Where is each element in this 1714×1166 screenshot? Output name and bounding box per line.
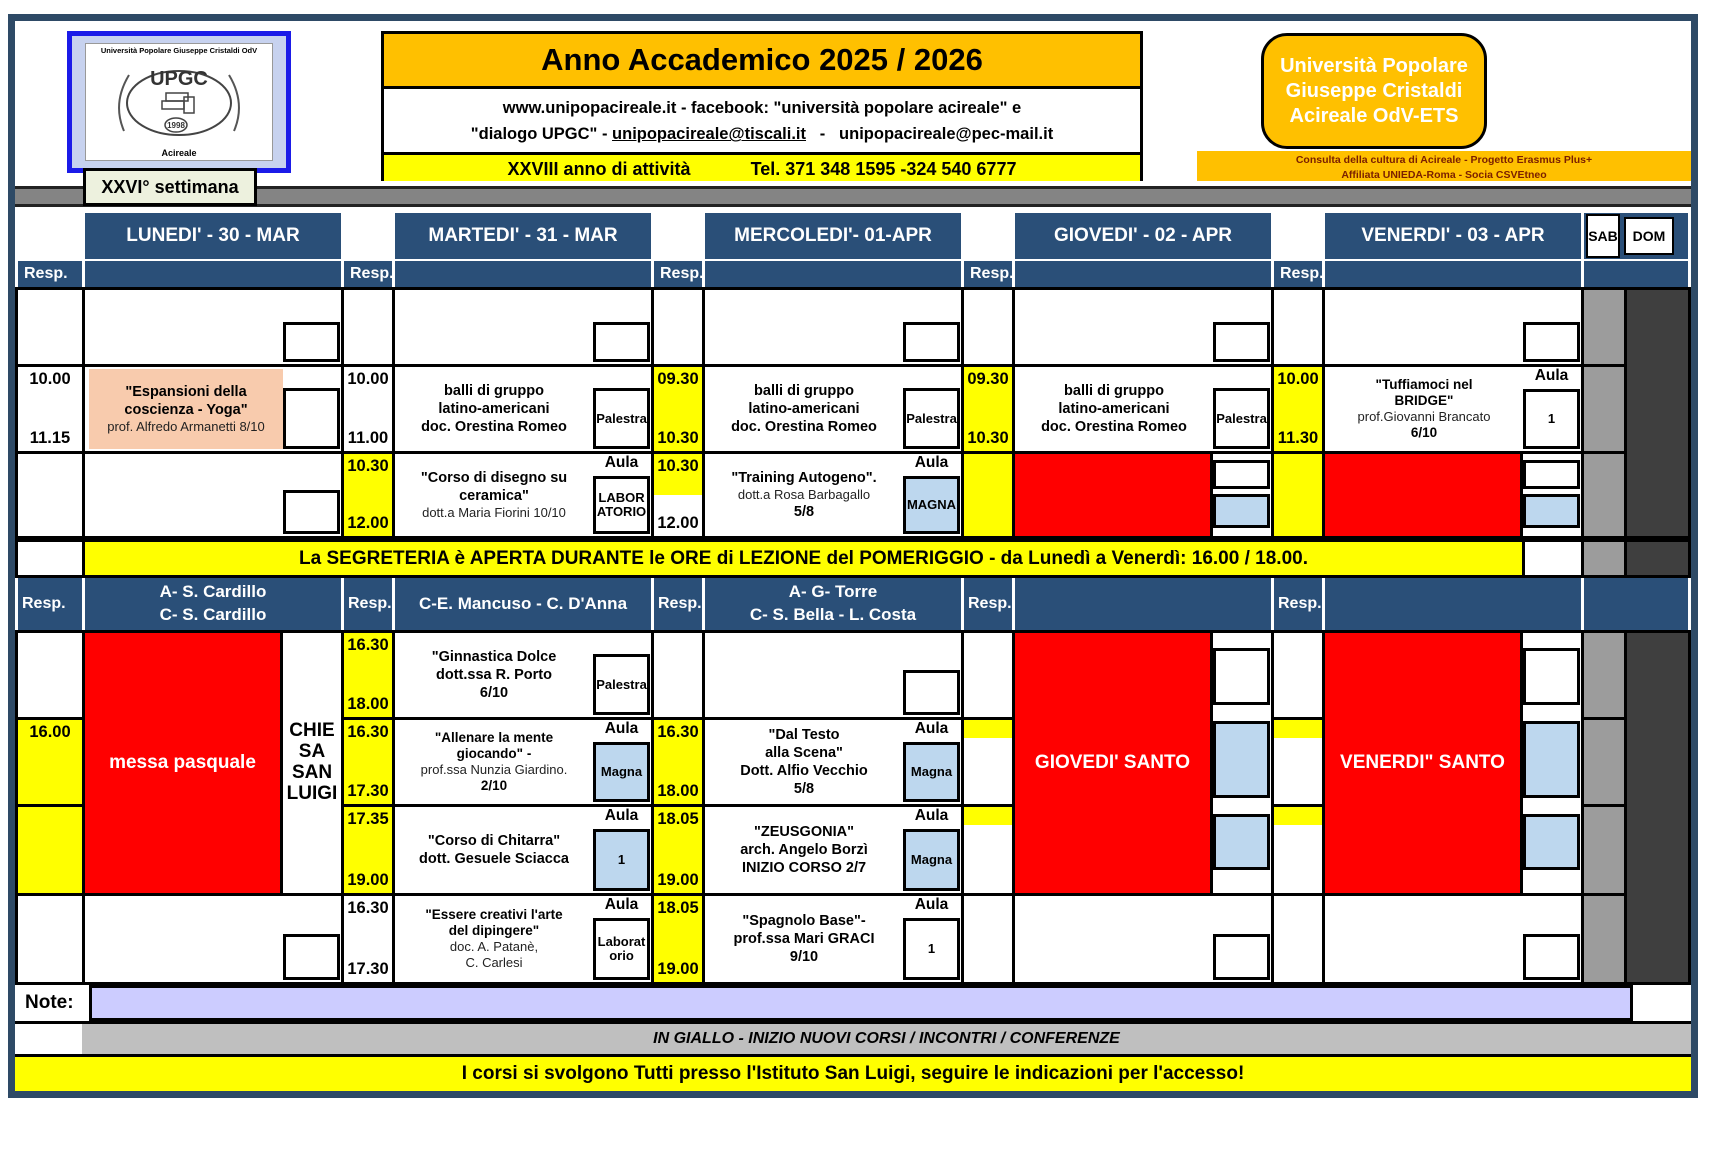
empty-room-box xyxy=(1523,648,1580,705)
mon-morning-time: 10.00 11.15 xyxy=(18,367,82,451)
fri-morning-holiday-cell xyxy=(1325,454,1581,536)
resp-label: Resp. xyxy=(18,578,82,630)
room-palestra: Palestra xyxy=(593,654,650,715)
wed-afternoon-daltesto-cell: "Dal Testo alla Scena" Dott. Alfio Vecchio 5/8 Aula Magna xyxy=(705,720,961,804)
org-line3: Acireale OdV-ETS xyxy=(1289,104,1459,127)
resp-blank xyxy=(1015,578,1271,630)
resp-names-tuesday xyxy=(395,578,651,630)
schedule-inner xyxy=(15,21,1691,1091)
note-label: Note: xyxy=(25,992,74,1013)
empty-room-box xyxy=(1523,322,1580,362)
messa-pasquale-label: messa pasquale xyxy=(85,633,283,893)
day-header-saturday: SAB xyxy=(1586,214,1620,258)
location-bar: I corsi si svolgono Tutti presso l'Istituto San Luigi, seguire le indicazioni per l'accesso! xyxy=(15,1057,1691,1091)
room-laboratorio: Laboratorio xyxy=(593,918,650,980)
wed-aftA-time xyxy=(654,633,702,717)
wed-early-cell xyxy=(705,290,961,364)
empty-room-box xyxy=(1213,648,1270,705)
affiliation-line2: Affiliata UNIEDA-Roma - Socia CSVEtneo xyxy=(1341,169,1547,182)
activity-bar xyxy=(384,152,1140,185)
morning-grid xyxy=(15,287,1691,539)
empty-room-box xyxy=(1523,934,1580,980)
wed-afternoon-zeusgonia-cell: "ZEUSGONIA" arch. Angelo Borzì INIZIO CORSO 2/7 Aula Magna xyxy=(705,807,961,893)
mon-morning2-cell xyxy=(85,454,341,536)
aula-label: Aula xyxy=(914,454,949,471)
day-header-spacer xyxy=(1274,213,1322,259)
mon-morning2-time xyxy=(18,454,82,536)
tue-aftA-time: 16.30 18.00 xyxy=(344,633,392,717)
thu-aftB-time xyxy=(964,720,1012,804)
day-header-spacer xyxy=(18,213,82,259)
wed-resp-early xyxy=(654,290,702,364)
aula-label: Aula xyxy=(604,896,639,913)
sat-column-cell xyxy=(1584,896,1624,982)
day-header-spacer xyxy=(344,213,392,259)
thu-morning2-time xyxy=(964,454,1012,536)
resp-wed-line2: C- S. Bella - L. Costa xyxy=(749,605,917,624)
resp-blank xyxy=(1325,261,1581,287)
resp-mon-line2: C- S. Cardillo xyxy=(159,605,267,624)
week-band xyxy=(15,176,1691,209)
tue-afternoon-chitarra-cell: "Corso di Chitarra" dott. Gesuele Sciacca Aula 1 xyxy=(395,807,651,893)
thu-morning-balli-cell: balli di gruppo latino-americani doc. Orestina Romeo Palestra xyxy=(1015,367,1271,451)
fri-morning-bridge-cell: "Tuffiamoci nel BRIDGE" prof.Giovanni Brancato 6/10 Aula 1 xyxy=(1325,367,1581,451)
sat-column-cell xyxy=(1584,720,1624,804)
empty-room-box-blue xyxy=(1213,494,1270,528)
room-aula-1: 1 xyxy=(1523,389,1580,449)
fri-morning1-time: 10.00 11.30 xyxy=(1274,367,1322,451)
svg-text:UPGC: UPGC xyxy=(150,67,208,90)
header xyxy=(15,21,1691,181)
email-separator: - xyxy=(819,125,826,144)
header-contacts xyxy=(384,89,1140,152)
empty-room-box-blue xyxy=(1523,721,1580,798)
legend-bar: IN GIALLO - INIZIO NUOVI CORSI / INCONTRI / CONFERENZE xyxy=(82,1024,1691,1054)
tue-afternoon-allenare-cell: "Allenare la mente giocando" - prof.ssa Nunzia Giardino. 2/10 Aula Magna xyxy=(395,720,651,804)
resp-label: Resp. xyxy=(964,261,1012,287)
segreteria-row xyxy=(15,539,1691,578)
room-magna: Magna xyxy=(903,829,960,891)
day-header-spacer xyxy=(654,213,702,259)
tue-early-cell xyxy=(395,290,651,364)
empty-room-box xyxy=(1523,460,1580,489)
resp-band-morning xyxy=(15,261,1691,287)
weekend-header xyxy=(1584,213,1688,259)
note-row xyxy=(15,985,1691,1021)
logo-emblem xyxy=(104,63,254,141)
wed-aftD-time: 18.05 19.00 xyxy=(654,896,702,982)
resp-blank xyxy=(705,261,961,287)
day-header-monday: LUNEDI' - 30 - MAR xyxy=(85,213,341,259)
empty-room-box-blue xyxy=(1213,814,1270,871)
aula-label: Aula xyxy=(914,896,949,913)
empty-room-box xyxy=(903,670,960,715)
logo-city: Acireale xyxy=(161,148,197,158)
tue-resp-early xyxy=(344,290,392,364)
sun-column-cell xyxy=(1627,290,1688,536)
fri-early-cell xyxy=(1325,290,1581,364)
room-aula-1: 1 xyxy=(903,918,960,980)
tue-aftB-time: 16.30 17.30 xyxy=(344,720,392,804)
day-header-spacer xyxy=(964,213,1012,259)
thu-aftA-time xyxy=(964,633,1012,717)
chiesa-san-luigi-label: CHIESA SAN LUIGI xyxy=(286,720,338,804)
empty-room-box xyxy=(283,322,340,362)
sat-column-cell xyxy=(1584,633,1624,717)
wed-morning2-time: 10.30 12.00 xyxy=(654,454,702,536)
room-aula-1: 1 xyxy=(593,829,650,891)
upgc-logo-inner xyxy=(85,43,273,161)
resp-blank xyxy=(85,261,341,287)
segreteria-right-blank xyxy=(1522,542,1581,575)
mon-aft-timeA xyxy=(18,633,82,717)
day-header-row xyxy=(15,209,1691,261)
day-header-tuesday: MARTEDI' - 31 - MAR xyxy=(395,213,651,259)
mon-time-early xyxy=(18,290,82,364)
empty-room-box xyxy=(283,388,340,449)
venerdi-santo-label: VENERDI" SANTO xyxy=(1325,633,1523,893)
resp-blank xyxy=(1015,261,1271,287)
aula-label: Aula xyxy=(914,807,949,824)
upgc-logo xyxy=(67,31,291,173)
wed-morning-training-cell: "Training Autogeno". dott.a Rosa Barbagallo 5/8 Aula MAGNA xyxy=(705,454,961,536)
room-palestra: Palestra xyxy=(1213,388,1270,449)
sat-column-cell xyxy=(1584,290,1624,364)
fri-aftB-time xyxy=(1274,720,1322,804)
fri-morning2-time xyxy=(1274,454,1322,536)
mon-aftB-time: 16.00 xyxy=(18,720,82,804)
logo-title: Università Popolare Giuseppe Cristaldi OdV xyxy=(100,46,258,55)
logo-year-svg: 1998 xyxy=(167,120,185,130)
sun-column-cell xyxy=(1627,633,1688,982)
resp-wed-line1: A- G- Torre xyxy=(788,582,878,602)
activity-year-label: XXVIII anno di attività xyxy=(507,159,691,180)
fri-aftC-time xyxy=(1274,807,1322,893)
web-facebook-line: www.unipopacireale.it - facebook: "università popolare acireale" e xyxy=(502,99,1022,117)
empty-room-box xyxy=(1213,934,1270,980)
schedule-frame xyxy=(8,14,1698,1098)
mon-aftD-empty-cell xyxy=(85,896,341,982)
fri-aftD-time xyxy=(1274,896,1322,982)
tue-morning-ceramica-cell: "Corso di disegno su ceramica" dott.a Maria Fiorini 10/10 Aula LABORATORIO xyxy=(395,454,651,536)
note-field[interactable] xyxy=(89,985,1633,1021)
room-magna: MAGNA xyxy=(903,476,960,534)
empty-room-box xyxy=(1213,322,1270,362)
wed-afternoon-spagnolo-cell: "Spagnolo Base"- prof.ssa Mari GRACI 9/10 Aula 1 xyxy=(705,896,961,982)
wed-aftA-empty-cell xyxy=(705,633,961,717)
day-header-sunday: DOM xyxy=(1624,217,1674,255)
resp-names-wednesday xyxy=(705,578,961,630)
empty-room-box xyxy=(283,934,340,980)
org-badge xyxy=(1261,33,1487,149)
fri-afternoon-holiday-cell xyxy=(1325,633,1581,893)
aula-label: Aula xyxy=(604,454,639,471)
thu-aftD-empty-cell xyxy=(1015,896,1271,982)
resp-blank xyxy=(395,261,651,287)
affiliation-line1: Consulta della cultura di Acireale - Progetto Erasmus Plus+ xyxy=(1295,154,1593,166)
wed-aftB-time: 16.30 18.00 xyxy=(654,720,702,804)
resp-label: Resp. xyxy=(344,261,392,287)
resp-label: Resp. xyxy=(344,578,392,630)
phone-number: Tel. 371 348 1595 -324 540 6777 xyxy=(750,159,1017,180)
empty-room-box xyxy=(593,322,650,362)
email-link-tiscali[interactable]: unipopacireale@tiscali.it xyxy=(612,125,807,144)
email-line xyxy=(388,121,1136,147)
giovedi-santo-label: GIOVEDI' SANTO xyxy=(1015,633,1213,893)
afternoon-grid xyxy=(15,630,1691,985)
fri-resp-early xyxy=(1274,290,1322,364)
tue-morning1-time: 10.00 11.00 xyxy=(344,367,392,451)
resp-label: Resp. xyxy=(654,261,702,287)
segreteria-text: La SEGRETERIA è APERTA DURANTE le ORE di LEZIONE del POMERIGGIO - da Lunedì a Venerdì: 16.00 / 18.00. xyxy=(299,547,1308,569)
dialogo-label: "dialogo UPGC" - xyxy=(470,125,608,144)
segreteria-banner xyxy=(85,542,1581,575)
resp-label: Resp. xyxy=(964,578,1012,630)
day-header-friday: VENERDI' - 03 - APR xyxy=(1325,213,1581,259)
sat-column-cell xyxy=(1584,542,1624,575)
mon-aftC-time xyxy=(18,807,82,893)
mon-aftD-time xyxy=(18,896,82,982)
empty-room-box xyxy=(1213,460,1270,489)
sat-column-cell xyxy=(1584,454,1624,536)
thu-morning1-time: 09.30 10.30 xyxy=(964,367,1012,451)
sun-column-cell xyxy=(1627,542,1688,575)
header-center-box xyxy=(381,31,1143,188)
sat-column-cell xyxy=(1584,807,1624,893)
room-magna: Magna xyxy=(903,742,960,802)
resp-label: Resp. xyxy=(1274,578,1322,630)
resp-label: Resp. xyxy=(1274,261,1322,287)
gray-divider-strip xyxy=(15,186,1691,207)
sat-column-cell xyxy=(1584,367,1624,451)
mon-afternoon-messa-cell xyxy=(85,633,341,893)
affiliations-strip xyxy=(1197,151,1691,183)
page-title: Anno Accademico 2025 / 2026 xyxy=(384,34,1140,89)
resp-mon-line1: A- S. Cardillo xyxy=(159,582,267,602)
room-magna: Magna xyxy=(593,742,650,802)
aula-label: Aula xyxy=(1534,367,1569,384)
wed-morning1-time: 09.30 10.30 xyxy=(654,367,702,451)
resp-label: Resp. xyxy=(18,261,82,287)
fri-aftD-empty-cell xyxy=(1325,896,1581,982)
empty-room-box xyxy=(903,322,960,362)
resp-names-monday xyxy=(85,578,341,630)
fri-aftA-time xyxy=(1274,633,1322,717)
segreteria-left-blank xyxy=(18,542,82,575)
day-header-thursday: GIOVEDI' - 02 - APR xyxy=(1015,213,1271,259)
mon-morning-yoga-cell: "Espansioni della coscienza - Yoga" prof. Alfredo Armanetti 8/10 xyxy=(85,367,341,451)
room-palestra: Palestra xyxy=(903,388,960,449)
laurel-books-icon xyxy=(104,63,254,141)
tue-aftD-time: 16.30 17.30 xyxy=(344,896,392,982)
tue-afternoon-ginnastica-cell: "Ginnastica Dolce dott.ssa R. Porto 6/10 Palestra xyxy=(395,633,651,717)
room-palestra: Palestra xyxy=(593,388,650,449)
wed-aftC-time: 18.05 19.00 xyxy=(654,807,702,893)
resp-blank-weekend xyxy=(1584,578,1688,630)
thu-resp-early xyxy=(964,290,1012,364)
org-line2: Giuseppe Cristaldi xyxy=(1285,79,1463,102)
org-line1: Università Popolare xyxy=(1280,54,1468,77)
aula-label: Aula xyxy=(604,807,639,824)
empty-room-box-blue xyxy=(1523,814,1580,871)
aula-label: Aula xyxy=(604,720,639,737)
mon-early-cell xyxy=(85,290,341,364)
empty-room-box xyxy=(283,490,340,534)
thu-aftC-time xyxy=(964,807,1012,893)
resp-band-afternoon xyxy=(15,578,1691,630)
day-header-wednesday: MERCOLEDI'- 01-APR xyxy=(705,213,961,259)
thu-aftD-time xyxy=(964,896,1012,982)
tue-afternoon-dipingere-cell: "Essere creativi l'arte del dipingere" doc. A. Patanè, C. Carlesi Aula Laboratorio xyxy=(395,896,651,982)
tue-morning-balli-cell: balli di gruppo latino-americani doc. Orestina Romeo Palestra xyxy=(395,367,651,451)
empty-room-box-blue xyxy=(1523,494,1580,528)
thu-early-cell xyxy=(1015,290,1271,364)
resp-tue-line2: C-E. Mancuso - C. D'Anna xyxy=(418,593,628,613)
resp-blank-weekend xyxy=(1584,261,1688,287)
tue-morning2-time: 10.30 12.00 xyxy=(344,454,392,536)
aula-label: Aula xyxy=(914,720,949,737)
tue-aftC-time: 17.35 19.00 xyxy=(344,807,392,893)
week-label: XXVI° settimana xyxy=(83,168,257,206)
empty-room-box-blue xyxy=(1213,721,1270,798)
wed-morning-balli-cell: balli di gruppo latino-americani doc. Orestina Romeo Palestra xyxy=(705,367,961,451)
email-pec: unipopacireale@pec-mail.it xyxy=(839,125,1054,144)
resp-label: Resp. xyxy=(654,578,702,630)
resp-blank xyxy=(1325,578,1581,630)
thu-morning-holiday-cell xyxy=(1015,454,1271,536)
room-laboratorio: LABORATORIO xyxy=(593,476,650,534)
thu-afternoon-holiday-cell xyxy=(1015,633,1271,893)
